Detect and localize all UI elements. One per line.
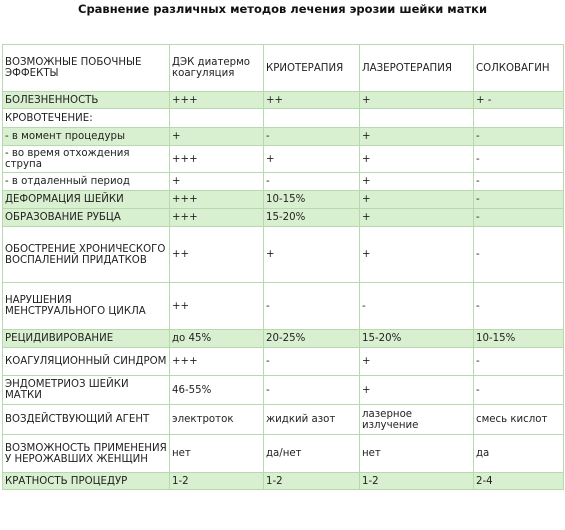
row-label-cell: ВОЗДЕЙСТВУЮЩИЙ АГЕНТ	[3, 405, 170, 435]
table-cell: +++	[170, 191, 264, 209]
table-row	[3, 109, 564, 128]
table-cell: 1-2	[264, 473, 360, 490]
row-label-cell: ЭНДОМЕТРИОЗ ШЕЙКИ МАТКИ	[3, 376, 170, 405]
table-cell: нет	[170, 435, 264, 473]
table-row	[3, 376, 564, 405]
table-row	[3, 128, 564, 146]
row-label-cell: ОБОСТРЕНИЕ ХРОНИЧЕСКОГО ВОСПАЛЕНИЙ ПРИДАТКОВ	[3, 227, 170, 283]
table-cell: -	[264, 348, 360, 376]
table-cell: +	[170, 128, 264, 146]
header-cell-dek: ДЭК диатермо коагуляция	[170, 45, 264, 92]
table-cell: +	[264, 146, 360, 173]
table-cell: +++	[170, 146, 264, 173]
header-cell-solkovagin: СОЛКОВАГИН	[474, 45, 564, 92]
row-label-cell: - во время отхождения струпа	[3, 146, 170, 173]
table-cell: +	[360, 173, 474, 191]
table-row	[3, 209, 564, 227]
table-cell: +++	[170, 348, 264, 376]
comparison-table	[2, 44, 564, 490]
table-cell: +++	[170, 209, 264, 227]
row-label-cell: - в момент процедуры	[3, 128, 170, 146]
row-label-cell: БОЛЕЗНЕННОСТЬ	[3, 92, 170, 109]
table-cell: -	[264, 376, 360, 405]
row-label-cell: КОАГУЛЯЦИОННЫЙ СИНДРОМ	[3, 348, 170, 376]
row-label-cell: КРОВОТЕЧЕНИЕ:	[3, 109, 170, 128]
table-row	[3, 330, 564, 348]
header-row	[3, 45, 564, 92]
table-cell: смесь кислот	[474, 405, 564, 435]
table-row	[3, 92, 564, 109]
table-cell: +	[360, 376, 474, 405]
table-cell: + -	[474, 92, 564, 109]
table-row	[3, 173, 564, 191]
table-cell: ++	[170, 227, 264, 283]
table-cell: ++	[170, 283, 264, 330]
table-cell: -	[360, 283, 474, 330]
table-cell: -	[474, 376, 564, 405]
table-cell	[264, 109, 360, 128]
table-cell	[170, 109, 264, 128]
table-cell: 1-2	[360, 473, 474, 490]
table-row	[3, 227, 564, 283]
table-cell: -	[264, 283, 360, 330]
table-cell: 1-2	[170, 473, 264, 490]
header-cell-lasertherapy: ЛАЗЕРОТЕРАПИЯ	[360, 45, 474, 92]
table-cell: 10-15%	[264, 191, 360, 209]
row-label-cell: ОБРАЗОВАНИЕ РУБЦА	[3, 209, 170, 227]
row-label-cell: - в отдаленный период	[3, 173, 170, 191]
table-cell: -	[474, 209, 564, 227]
table-cell	[474, 109, 564, 128]
table-cell: +	[360, 348, 474, 376]
table-cell: 20-25%	[264, 330, 360, 348]
table-cell: -	[474, 128, 564, 146]
table-cell: -	[474, 227, 564, 283]
table-cell: -	[474, 146, 564, 173]
table-cell: -	[474, 173, 564, 191]
table-cell: -	[474, 283, 564, 330]
row-label-cell: КРАТНОСТЬ ПРОЦЕДУР	[3, 473, 170, 490]
table-cell: 15-20%	[360, 330, 474, 348]
table-cell: 2-4	[474, 473, 564, 490]
table-title: Сравнение различных методов лечения эрозии шейки матки	[78, 2, 487, 16]
table-row	[3, 405, 564, 435]
table-cell: нет	[360, 435, 474, 473]
table-cell: +++	[170, 92, 264, 109]
header-cell-effects: ВОЗМОЖНЫЕ ПОБОЧНЫЕ ЭФФЕКТЫ	[3, 45, 170, 92]
table-cell: лазерное излучение	[360, 405, 474, 435]
header-cell-cryotherapy: КРИОТЕРАПИЯ	[264, 45, 360, 92]
table-row	[3, 146, 564, 173]
table-cell: жидкий азот	[264, 405, 360, 435]
row-label-cell: РЕЦИДИВИРОВАНИЕ	[3, 330, 170, 348]
table-cell: да	[474, 435, 564, 473]
table-cell: 46-55%	[170, 376, 264, 405]
table-cell: +	[360, 128, 474, 146]
row-label-cell: ВОЗМОЖНОСТЬ ПРИМЕНЕНИЯ У НЕРОЖАВШИХ ЖЕНЩИН	[3, 435, 170, 473]
table-cell: +	[360, 191, 474, 209]
table-cell: да/нет	[264, 435, 360, 473]
table-row	[3, 283, 564, 330]
table-cell: +	[170, 173, 264, 191]
table-cell	[360, 109, 474, 128]
table-row	[3, 473, 564, 490]
table-cell: +	[360, 92, 474, 109]
table-row	[3, 435, 564, 473]
table-cell: -	[264, 173, 360, 191]
table-cell: ++	[264, 92, 360, 109]
table-cell: -	[474, 191, 564, 209]
table-cell: до 45%	[170, 330, 264, 348]
table-cell: +	[360, 146, 474, 173]
table-cell: электроток	[170, 405, 264, 435]
table-cell: -	[474, 348, 564, 376]
table-cell: +	[360, 209, 474, 227]
row-label-cell: ДЕФОРМАЦИЯ ШЕЙКИ	[3, 191, 170, 209]
table-row	[3, 348, 564, 376]
table-cell: -	[264, 128, 360, 146]
table-row	[3, 191, 564, 209]
row-label-cell: НАРУШЕНИЯ МЕНСТРУАЛЬНОГО ЦИКЛА	[3, 283, 170, 330]
table-cell: 15-20%	[264, 209, 360, 227]
table-cell: +	[360, 227, 474, 283]
table-cell: +	[264, 227, 360, 283]
table-cell: 10-15%	[474, 330, 564, 348]
